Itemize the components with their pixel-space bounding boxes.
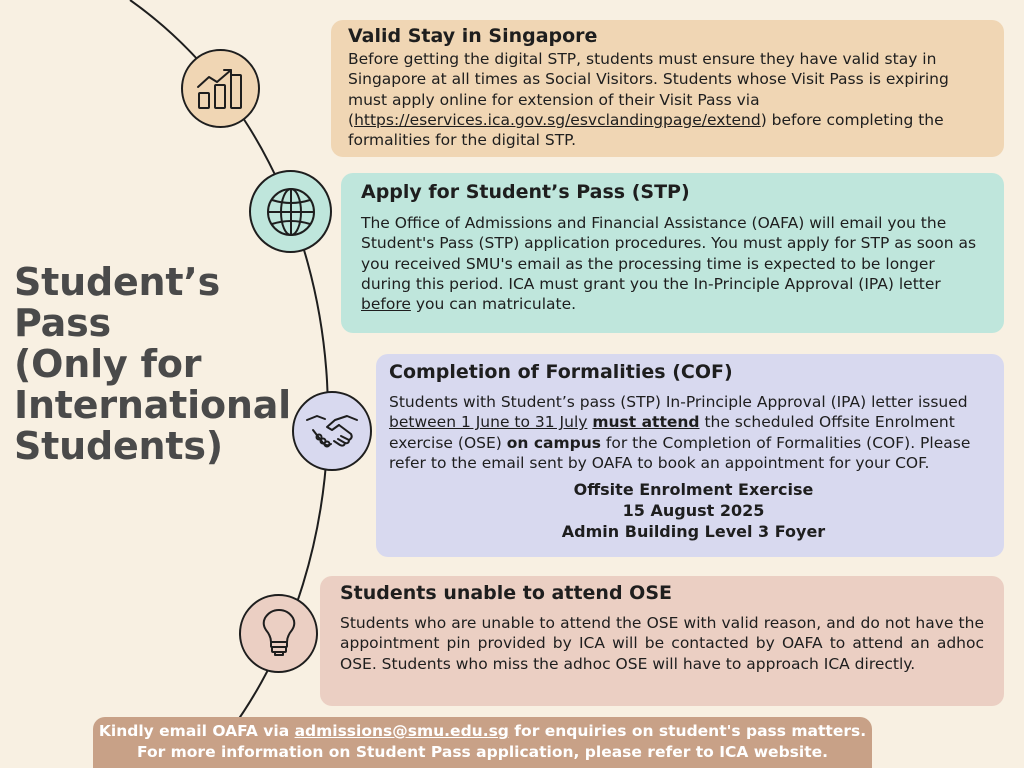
ose-event-name: Offsite Enrolment Exercise: [573, 480, 814, 500]
page-title-line: International: [14, 383, 291, 427]
cof-text: [389, 392, 998, 473]
valid-stay-text-start: Before getting the digital STP, students must ensure they have valid stay in Singapore at all times as Social Visitors. Students whose Visit Pass is expiring must apply online for extension of their Visit Pass via (: [348, 50, 949, 129]
handshake-icon: [292, 391, 372, 471]
cof-text-mid: the scheduled Offsite Enrolment exercise (OSE): [389, 413, 955, 452]
apply-stp-card: [341, 173, 1004, 333]
page-title: [14, 262, 314, 467]
ose-event-date: 15 August 2025: [622, 501, 765, 521]
unable-ose-card: [320, 576, 1004, 706]
page-title-line: (Only for: [14, 342, 202, 386]
ose-event-venue: Admin Building Level 3 Foyer: [561, 522, 826, 542]
valid-stay-heading: Valid Stay in Singapore: [348, 25, 598, 47]
unable-ose-heading: Students unable to attend OSE: [340, 582, 672, 604]
apply-stp-text-main: The Office of Admissions and Financial Assistance (OAFA) will email you the Student's Pass (STP) application procedures. You must apply for STP as soon as you received SMU's email as the processing time is expected to be longer during this period. ICA must grant you the In-Principle Approval (IPA) letter: [361, 214, 977, 293]
cof-text-start: Students with Student’s pass (STP) In-Principle Approval (IPA) letter issued: [389, 393, 968, 411]
oafa-email-link[interactable]: admissions@smu.edu.sg: [294, 722, 509, 740]
valid-stay-text-end: ) before completing the formalities for the digital STP.: [348, 110, 944, 150]
ica-extension-link[interactable]: https://eservices.ica.gov.sg/esvclandingpage/extend: [354, 110, 761, 129]
apply-stp-text-end: you can matriculate.: [410, 295, 577, 314]
footer-line-1-end: for enquiries on student's pass matters.: [508, 722, 867, 740]
page-title-line: Student’s Pass: [14, 260, 221, 345]
globe-icon: [249, 170, 332, 253]
ose-event-details: [389, 479, 998, 542]
footer-line-2: For more information on Student Pass application, please refer to ICA website.: [136, 743, 829, 761]
cof-heading: Completion of Formalities (COF): [389, 361, 733, 383]
footer-line-1-start: Kindly email OAFA via: [98, 722, 295, 740]
footer-banner: [93, 717, 872, 768]
growth-chart-icon: [181, 49, 260, 128]
cof-card: [376, 354, 1004, 557]
valid-stay-card: [331, 20, 1004, 157]
lightbulb-icon: [239, 594, 318, 673]
page-title-line: Students): [14, 424, 223, 468]
apply-stp-text-before: before: [361, 295, 411, 314]
apply-stp-heading: Apply for Student’s Pass (STP): [361, 181, 690, 203]
cof-text-must-attend: must attend: [592, 413, 700, 432]
valid-stay-text: [348, 49, 988, 150]
cof-text-end: for the Completion of Formalities (COF). Please refer to the email sent by OAFA to book an appointment for your COF.: [389, 433, 971, 472]
footer-line-1: [93, 721, 872, 742]
unable-ose-text: Students who are unable to attend the OSE with valid reason, and do not have the appointment pin provided by ICA will be contacted by OAFA to attend an adhoc OSE. Students who miss the adhoc OSE will have to approach ICA directly.: [340, 614, 984, 673]
cof-text-on-campus: on campus: [506, 433, 601, 452]
cof-text-dates: between 1 June to 31 July: [389, 413, 588, 432]
apply-stp-text: [361, 213, 988, 314]
